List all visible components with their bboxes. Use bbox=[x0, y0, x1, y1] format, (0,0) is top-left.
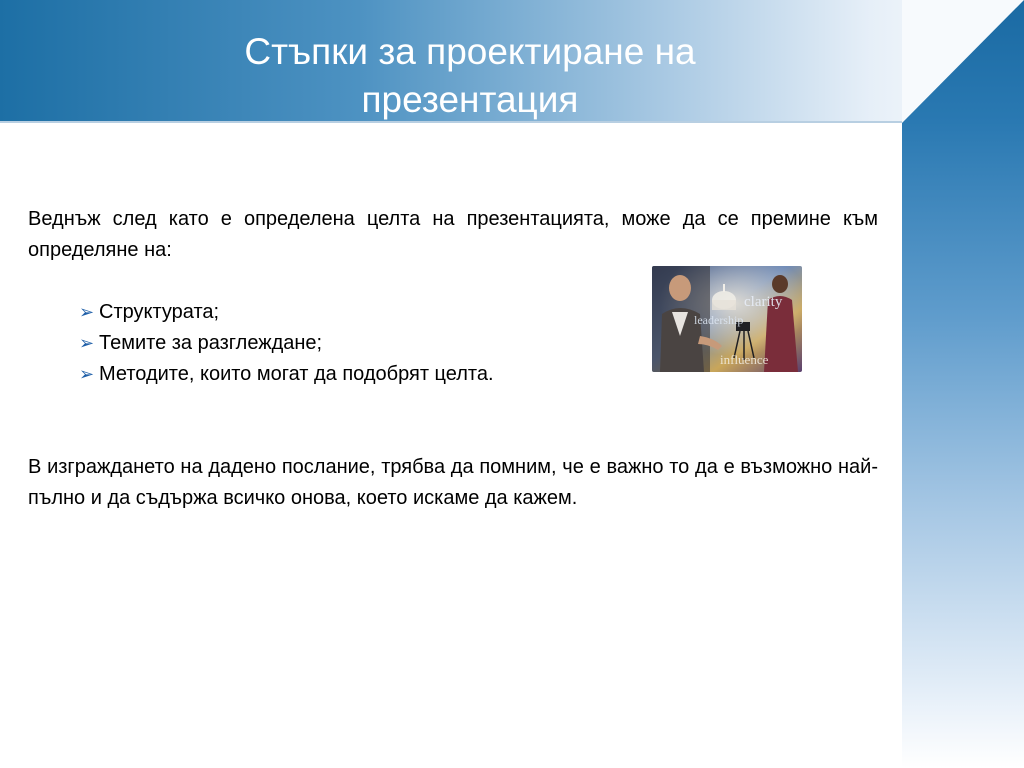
arrow-bullet-icon: ➢ bbox=[79, 302, 95, 322]
image-word: leadership bbox=[694, 313, 744, 327]
bullet-text: Методите, които могат да подобрят целта. bbox=[99, 363, 494, 385]
corner-decoration bbox=[902, 0, 1024, 123]
slide-title: Стъпки за проектиране на презентация bbox=[244, 31, 696, 120]
bullet-text: Темите за разглеждане; bbox=[99, 332, 323, 354]
collage-illustration bbox=[652, 266, 802, 372]
intro-paragraph: Веднъж след като е определена целта на презентацията, може да се премине към определяне на: bbox=[28, 208, 878, 261]
side-decor-band bbox=[902, 122, 1024, 768]
bullet-text: Структурата; bbox=[99, 301, 220, 323]
conclusion-paragraph: В изграждането на дадено послание, трябва да помним, че е важно то да е възможно най-пълно и да съдържа всичко онова, което искаме да кажем. bbox=[28, 456, 878, 509]
arrow-bullet-icon: ➢ bbox=[79, 364, 95, 384]
image-word: influence bbox=[720, 352, 769, 367]
collage-image bbox=[652, 266, 802, 372]
image-word: clarity bbox=[744, 294, 783, 310]
arrow-bullet-icon: ➢ bbox=[79, 333, 95, 353]
